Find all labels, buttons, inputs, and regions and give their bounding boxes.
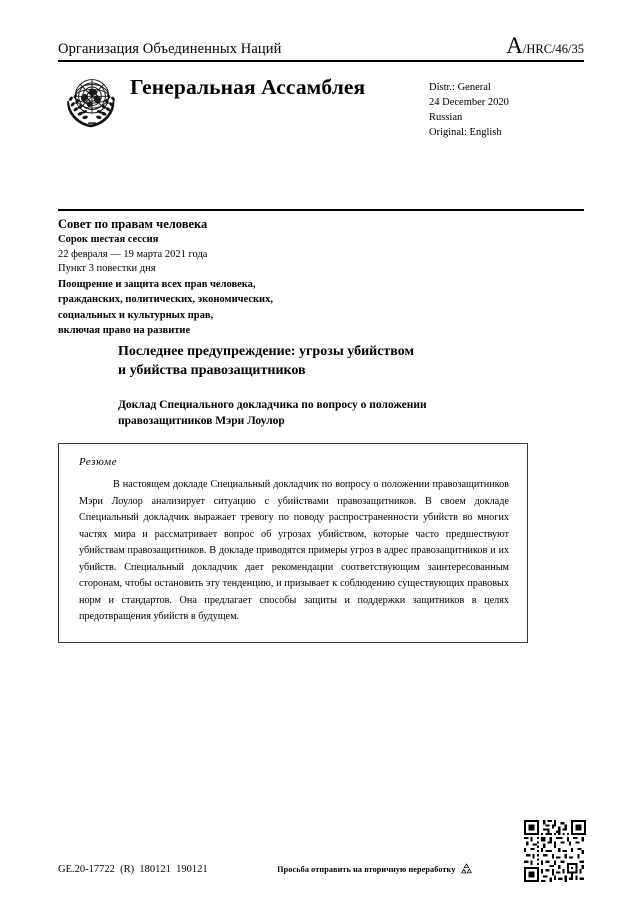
distr-language: Russian [429,112,463,123]
summary-heading: Резюме [79,456,118,468]
assembly-row [58,69,584,140]
masthead [58,34,584,140]
page-footer [58,862,584,877]
page-subtitle-line-2: правозащитников Мэри Лоулор [118,415,285,428]
agenda-topic-line: Поощрение и защита всех прав человека, [58,279,256,291]
organization-row [58,34,584,58]
page-subtitle [118,397,548,430]
page-subtitle-line-1: Доклад Специального докладчика по вопросу о положении [118,399,427,411]
agenda-item: Пункт 3 повестки дня [58,263,156,275]
recycle-notice [208,862,584,877]
page-title-line-2: и убийства правозащитников [118,363,306,379]
summary-box [58,443,528,643]
summary-text: В настоящем докладе Специальный докладчик по вопросу о положении правозащитников Мэри Лоулор анализирует ситуацию с убийствами правозащитников. В своем докладе Специальный докладчик выражает тревогу по поводу распространенности убийств во многих частях мира и рассматривает вопрос об угрозах убийством, которые часто предшествуют убийствам правозащитников. В докладе приводятся примеры угроз в адрес правозащитников и их убийств. Специальный докладчик дает рекомендации соответствующим заинтересованным сторонам, чтобы остановить эту тенденцию, и призывает к соблюдению существующих правовых норм и стандартов. Она предлагает способы защиты и поддержки защитников в целях предотвращения убийств в будущем. [79,479,509,623]
session-rule [58,209,584,211]
masthead-rule [58,60,584,62]
document-symbol [506,34,584,58]
council-name: Совет по правам человека [58,217,208,231]
recycling-icon [459,862,474,877]
page-title [118,342,548,381]
recycle-notice-text: Просьба отправить на вторичную переработку [277,865,456,874]
agenda-topic-line: социальных и культурных прав, [58,309,214,321]
document-symbol-prefix: A [506,33,523,58]
distr-line: Distr.: General [429,82,491,93]
footer-document-code: GE.20-17722 (R) 180121 190121 [58,864,208,875]
page-title-line-1: Последнее предупреждение: угрозы убийством [118,344,415,359]
un-emblem-icon [60,69,124,131]
agenda-topic-line: включая право на развитие [58,324,191,336]
session-dates: 22 февраля — 19 марта 2021 года [58,248,208,260]
session-number: Сорок шестая сессия [58,233,159,245]
session-block [58,216,458,338]
organization-name: Организация Объединенных Наций [58,41,282,58]
document-symbol-rest: /HRC/46/35 [522,42,584,56]
distr-original: Original: English [429,127,502,138]
distribution-block [429,80,584,140]
agenda-topic-line: гражданских, политических, экономических, [58,294,273,306]
assembly-title: Генеральная Ассамблея [130,75,366,99]
distr-date: 24 December 2020 [429,97,509,108]
